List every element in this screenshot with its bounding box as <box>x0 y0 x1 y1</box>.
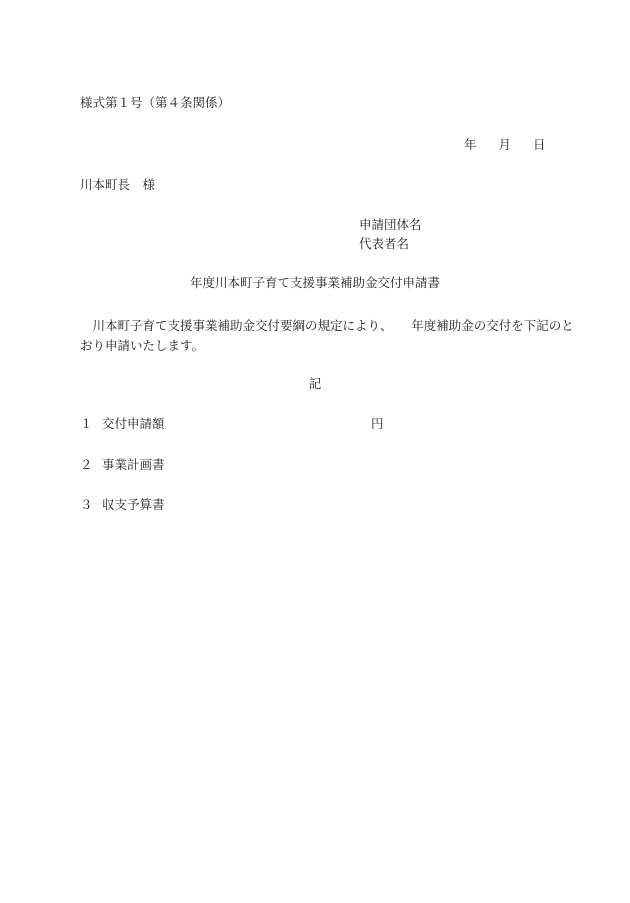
applicant-block <box>359 216 422 254</box>
date-month: 月 <box>498 137 512 152</box>
item-number: １ <box>80 416 93 431</box>
item-label: 収支予算書 <box>102 497 165 512</box>
amount-unit: 円 <box>371 416 384 431</box>
item-label: 交付申請額 <box>102 416 165 431</box>
list-item <box>80 456 165 474</box>
representative-label: 代表者名 <box>359 236 410 251</box>
recipient: 川本町長 様 <box>80 177 156 192</box>
date-year: 年 <box>464 137 477 152</box>
ki-heading: 記 <box>308 376 322 391</box>
item-label: 事業計画書 <box>102 457 165 472</box>
body-line-1: 川本町子育て支援事業補助金交付要綱の規定により、 年度補助金の交付を下記のと <box>80 318 574 333</box>
organization-label: 申請団体名 <box>359 217 422 232</box>
item-number: ２ <box>80 457 93 472</box>
list-item <box>80 496 165 514</box>
document-title: 年度川本町子育て支援事業補助金交付申請書 <box>189 275 440 290</box>
form-number: 様式第１号（第４条関係） <box>80 95 231 110</box>
item-number: ３ <box>80 497 93 512</box>
list-item <box>80 415 165 433</box>
body-paragraph <box>80 316 574 356</box>
body-line-2: おり申請いたします。 <box>80 338 205 353</box>
date-day: 日 <box>533 137 546 152</box>
date-line <box>464 136 546 154</box>
